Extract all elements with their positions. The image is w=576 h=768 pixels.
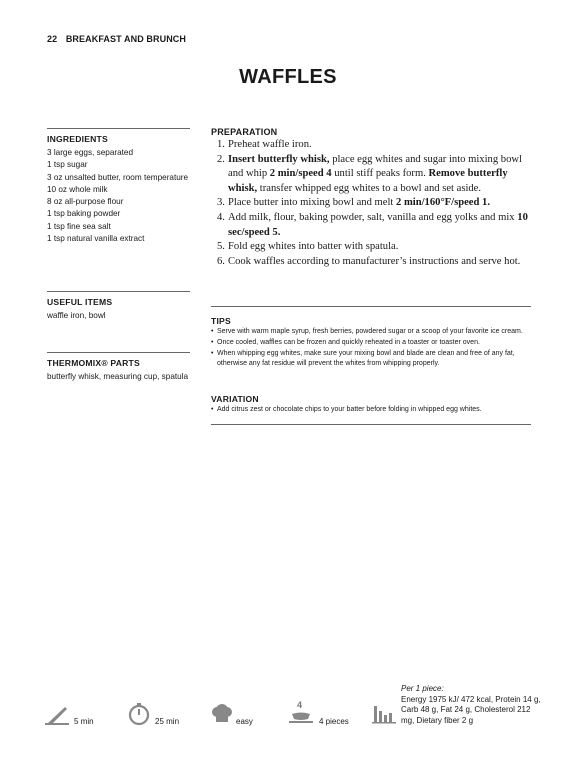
section-divider	[211, 424, 531, 425]
step-number: 5.	[217, 241, 225, 253]
total-time-label: 25 min	[155, 717, 180, 726]
step-number: 3.	[217, 197, 225, 209]
thermomix-parts-section	[47, 352, 190, 383]
ingredient-item: 1 tsp baking powder	[47, 209, 121, 219]
page-number: 22	[47, 34, 58, 44]
nutrition-values: Energy 1975 kJ/ 472 kcal, Protein 14 g, Carb 48 g, Fat 24 g, Cholesterol 212 mg, Dietary fiber 2 g	[401, 694, 541, 725]
tip-item	[211, 327, 531, 338]
step-text: Cook waffles according to manufacturer’s instructions and serve hot.	[228, 255, 521, 267]
step-setting-text: Remove butterfly whisk,	[228, 168, 508, 194]
portions-label: 4 pieces	[319, 717, 349, 726]
servings-plate-icon	[288, 700, 314, 726]
preparation-heading: PREPARATION	[211, 127, 278, 137]
step-setting-text: 2 min/160°F/speed 1.	[396, 197, 490, 209]
preparation-step	[211, 153, 531, 197]
recipe-title: WAFFLES	[239, 66, 337, 88]
timer-icon	[127, 702, 151, 726]
section-title: BREAKFAST AND BRUNCH	[65, 34, 186, 44]
step-text: Fold egg whites into batter with spatula.	[228, 241, 399, 253]
ingredient-item: 8 oz all-purpose flour	[47, 197, 124, 207]
step-text: Place butter into mixing bowl and melt	[228, 197, 396, 209]
variation-section	[211, 387, 531, 416]
useful-items-section	[47, 291, 190, 322]
step-text: Add milk, flour, baking powder, salt, vanilla and egg yolks and mix	[228, 211, 518, 223]
step-setting-text: Insert butterfly whisk,	[228, 153, 333, 165]
preparation-steps	[211, 138, 531, 269]
tip-item	[211, 349, 531, 371]
step-number: 2.	[217, 153, 225, 165]
ingredients-heading: INGREDIENTS	[47, 134, 108, 144]
preparation-section	[211, 127, 531, 269]
step-text: Preheat waffle iron.	[228, 139, 312, 150]
ingredients-list	[47, 147, 190, 245]
nutrition-info	[401, 684, 541, 726]
step-text: place egg whites and sugar into mixing bowl and whip	[228, 153, 522, 180]
ingredient-item: 3 oz unsalted butter, room temperature	[47, 172, 189, 182]
useful-items-heading: USEFUL ITEMS	[47, 297, 113, 307]
ingredient-item: 3 large eggs, separated	[47, 148, 134, 157]
running-header	[47, 34, 186, 44]
tips-section	[211, 306, 531, 370]
ingredient-item: 10 oz whole milk	[47, 184, 108, 194]
step-text: until stiff peaks form.	[331, 168, 429, 180]
variation-text: Add citrus zest or chocolate chips to your batter before folding in whipped egg whites.	[217, 406, 482, 413]
thermomix-parts-heading: THERMOMIX® PARTS	[47, 358, 140, 368]
step-text: transfer whipped egg whites to a bowl and set aside.	[259, 182, 482, 194]
portions-number: 4	[297, 700, 303, 710]
step-number: 4.	[217, 211, 225, 223]
ingredient-item: 1 tsp sugar	[47, 160, 88, 170]
bullet: •	[211, 349, 214, 357]
knife-icon	[44, 704, 70, 726]
nutrition-intro: Per 1 piece:	[401, 684, 444, 693]
bullet: •	[211, 328, 214, 335]
bullet: •	[211, 406, 214, 413]
bullet: •	[211, 338, 214, 346]
tip-item	[211, 338, 531, 349]
step-number: 6.	[217, 255, 225, 267]
tips-heading: TIPS	[211, 316, 231, 326]
step-setting-text: 2 min/speed 4	[269, 168, 332, 180]
step-setting-text: 10 sec/speed 5.	[228, 211, 528, 238]
ingredient-item: 1 tsp natural vanilla extract	[47, 234, 145, 244]
ingredients-section	[47, 128, 190, 245]
step-number: 1.	[217, 139, 225, 150]
ingredient-item: 1 tsp fine sea salt	[47, 221, 111, 231]
difficulty-label: easy	[236, 717, 253, 726]
variation-heading: VARIATION	[211, 394, 259, 404]
preparation-step	[211, 138, 531, 153]
prep-time-label: 5 min	[74, 717, 94, 726]
tips-list	[211, 327, 531, 370]
variation-list	[211, 405, 531, 416]
preparation-step	[211, 211, 531, 240]
variation-item	[211, 405, 531, 416]
useful-items-text: waffle iron, bowl	[47, 311, 106, 320]
tip-text: Serve with warm maple syrup, fresh berries, powdered sugar or a scoop of your favorite ice cream.	[217, 328, 523, 335]
preparation-step	[211, 196, 531, 211]
chef-hat-icon	[210, 704, 234, 724]
tip-text: When whipping egg whites, make sure your mixing bowl and blade are clean and free of any fat, otherwise any fat residue will prevent the whites from whipping properly.	[217, 349, 515, 368]
preparation-step	[211, 240, 531, 255]
thermomix-parts-text: butterfly whisk, measuring cup, spatula	[47, 372, 189, 381]
preparation-step	[211, 255, 531, 270]
tip-text: Once cooled, waffles can be frozen and quickly reheated in a toaster or toaster oven.	[217, 338, 480, 346]
nutrition-bars-icon	[372, 702, 396, 724]
